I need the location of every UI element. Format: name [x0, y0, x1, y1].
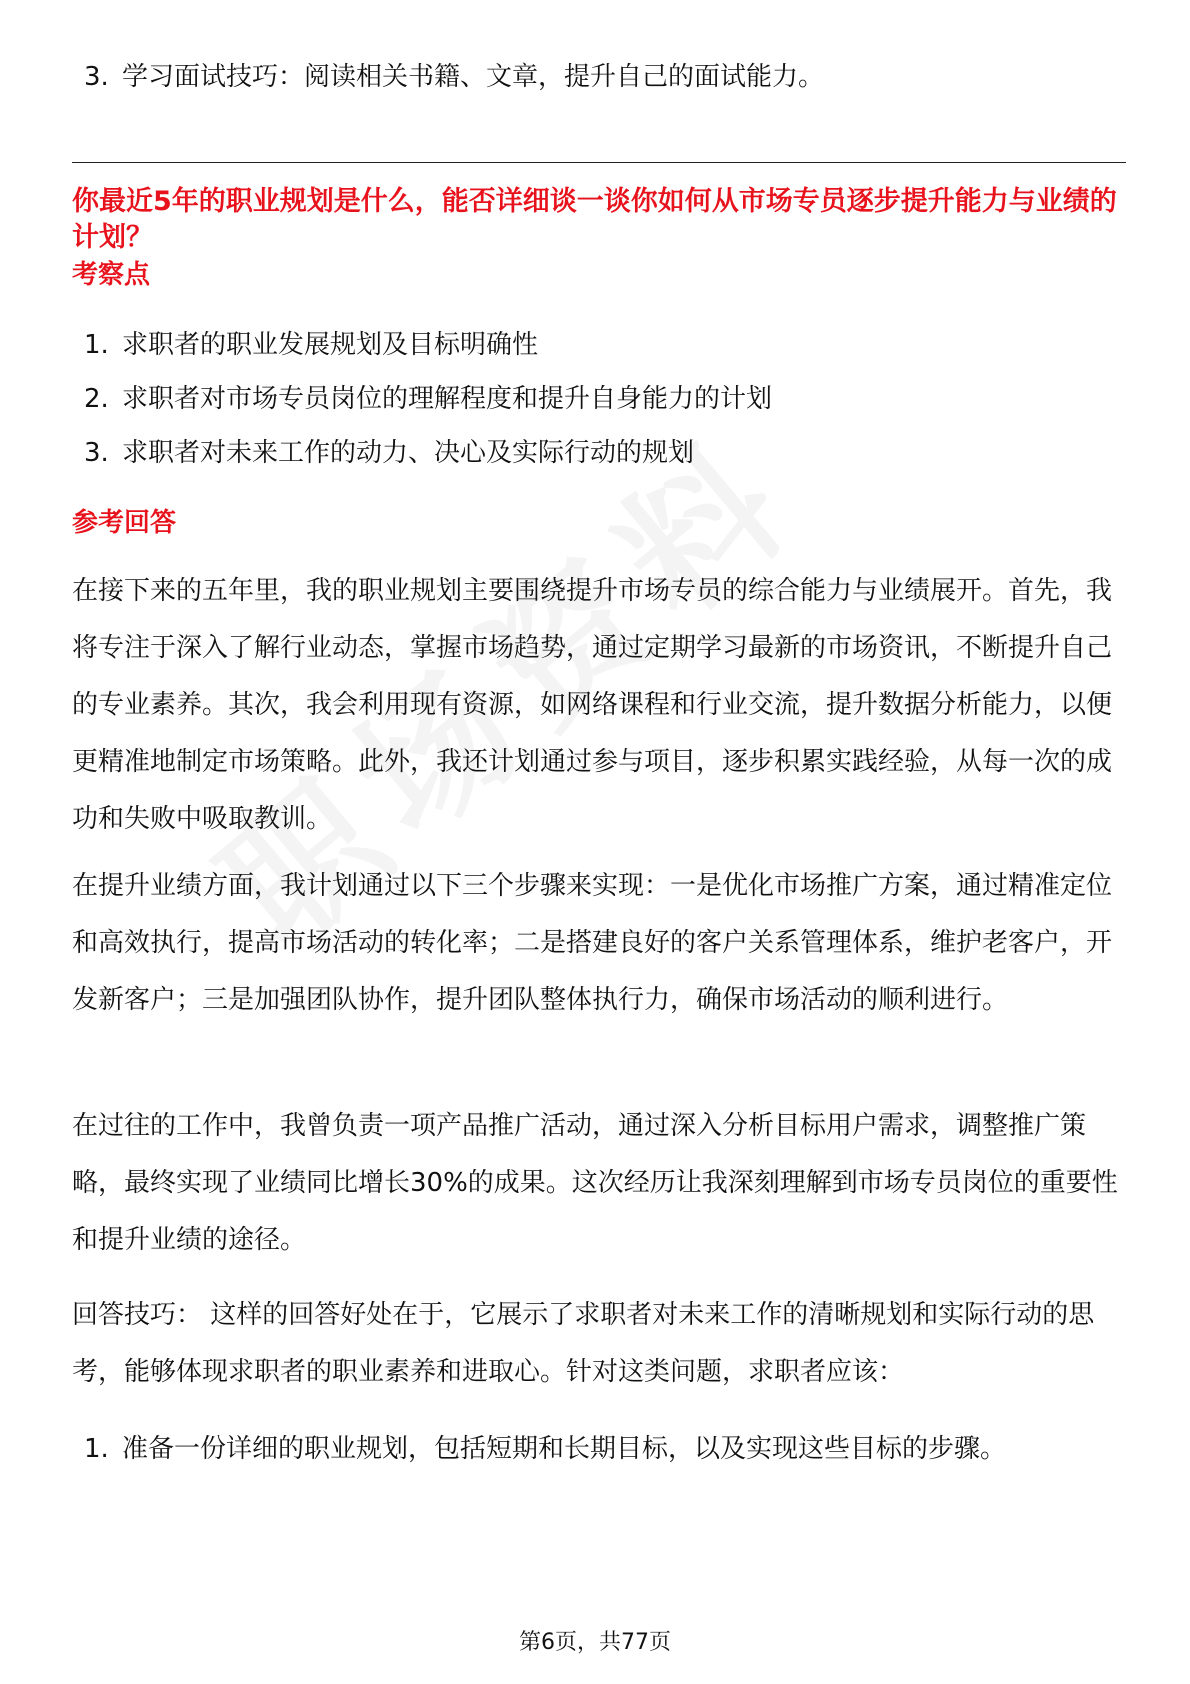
list-item — [84, 330, 538, 360]
list-item — [84, 1434, 1006, 1464]
list-item-number: 3. — [84, 438, 109, 468]
answer-paragraph: 在接下来的五年里，我的职业规划主要围绕提升市场专员的综合能力与业绩展开。首先，我将专注于深入了解行业动态，掌握市场趋势，通过定期学习最新的市场资讯，不断提升自己的专业素养。其次，我会利用现有资源，如网络课程和行业交流，提升数据分析能力，以便更精准地制定市场策略。此外，我还计划通过参与项目，逐步积累实践经验，从每一次的成功和失败中吸取教训。 — [72, 576, 1113, 834]
list-item-text: 准备一份详细的职业规划，包括短期和长期目标，以及实现这些目标的步骤。 — [122, 1434, 1007, 1464]
list-item-number: 3. — [84, 62, 109, 92]
answer-heading: 参考回答 — [72, 508, 177, 538]
question-title: 你最近5年的职业规划是什么，能否详细谈一谈你如何从市场专员逐步提升能力与业绩的计划？ — [72, 186, 1117, 253]
assessment-heading: 考察点 — [72, 260, 151, 290]
page-footer: 第6页，共77页 — [519, 1630, 671, 1655]
list-item — [84, 384, 772, 414]
answer-paragraph: 在提升业绩方面，我计划通过以下三个步骤来实现：一是优化市场推广方案，通过精准定位和高效执行，提高市场活动的转化率；二是搭建良好的客户关系管理体系，维护老客户，开发新客户；三是加强团队协作，提升团队整体执行力，确保市场活动的顺利进行。 — [72, 871, 1113, 1015]
list-item-text: 求职者对未来工作的动力、决心及实际行动的规划 — [122, 438, 695, 468]
list-item-number: 1. — [84, 1434, 109, 1464]
list-item-text: 学习面试技巧：阅读相关书籍、文章，提升自己的面试能力。 — [122, 62, 825, 92]
list-item-number: 2. — [84, 384, 109, 414]
section-divider — [72, 162, 1126, 163]
list-item-text: 求职者对市场专员岗位的理解程度和提升自身能力的计划 — [122, 384, 773, 414]
list-item — [84, 438, 694, 468]
list-item — [84, 62, 824, 92]
answer-paragraph: 在过往的工作中，我曾负责一项产品推广活动，通过深入分析目标用户需求，调整推广策略，最终实现了业绩同比增长30%的成果。这次经历让我深刻理解到市场专员岗位的重要性和提升业绩的途径。 — [72, 1111, 1118, 1255]
list-item-text: 求职者的职业发展规划及目标明确性 — [122, 330, 539, 360]
list-item-number: 1. — [84, 330, 109, 360]
answer-tips-paragraph: 回答技巧： 这样的回答好处在于，它展示了求职者对未来工作的清晰规划和实际行动的思考，能够体现求职者的职业素养和进取心。针对这类问题，求职者应该： — [72, 1300, 1095, 1387]
